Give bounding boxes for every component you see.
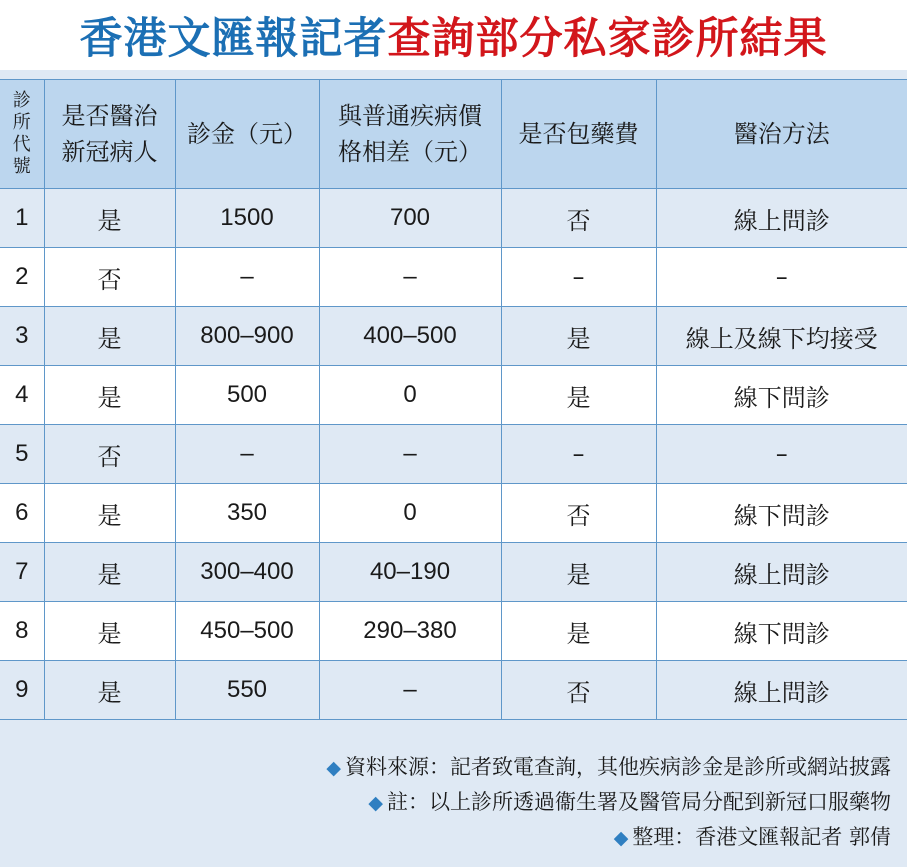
cell-price-diff: – xyxy=(319,248,501,307)
title-part-1: 香港文匯報記者 xyxy=(79,13,388,64)
cell-price-diff: 400–500 xyxy=(319,307,501,366)
cell-clinic-code: 5 xyxy=(0,425,44,484)
cell-clinic-code: 6 xyxy=(0,484,44,543)
cell-clinic-code: 9 xyxy=(0,661,44,720)
table-row xyxy=(0,484,907,543)
diamond-icon: ◆ xyxy=(368,792,383,814)
note-compiled-by: ◆ 整理：香港文匯報記者 郭倩 xyxy=(613,825,891,849)
cell-treatment-method: 線上及線下均接受 xyxy=(656,307,907,366)
cell-clinic-code: 4 xyxy=(0,366,44,425)
note-remark: ◆ 註：以上診所透過衞生署及醫管局分配到新冠口服藥物 xyxy=(368,790,891,814)
cell-covid: 是 xyxy=(44,661,175,720)
cell-medicine-fee: 否 xyxy=(501,189,656,248)
cell-medicine-fee: 是 xyxy=(501,602,656,661)
header-medicine-fee: 是否包藥費 xyxy=(501,80,656,189)
cell-fee: 300–400 xyxy=(175,543,319,602)
cell-price-diff: 700 xyxy=(319,189,501,248)
header-price-diff: 與普通疾病價格相差（元） xyxy=(319,80,501,189)
cell-treatment-method: – xyxy=(656,425,907,484)
table-header-row xyxy=(0,80,907,189)
table-row xyxy=(0,366,907,425)
cell-treatment-method: – xyxy=(656,248,907,307)
cell-price-diff: – xyxy=(319,661,501,720)
cell-medicine-fee: 是 xyxy=(501,307,656,366)
note-source: ◆ 資料來源：記者致電查詢，其他疾病診金是診所或網站披露 xyxy=(326,755,891,779)
cell-medicine-fee: 否 xyxy=(501,661,656,720)
cell-covid: 是 xyxy=(44,189,175,248)
header-fee: 診金（元） xyxy=(175,80,319,189)
page-title xyxy=(0,0,907,70)
cell-fee: 450–500 xyxy=(175,602,319,661)
cell-medicine-fee: 是 xyxy=(501,543,656,602)
cell-price-diff: – xyxy=(319,425,501,484)
cell-treatment-method: 線上問診 xyxy=(656,189,907,248)
cell-clinic-code: 3 xyxy=(0,307,44,366)
cell-price-diff: 0 xyxy=(319,484,501,543)
cell-treatment-method: 線上問診 xyxy=(656,543,907,602)
table-row xyxy=(0,661,907,720)
cell-covid: 否 xyxy=(44,248,175,307)
header-clinic-code: 診所代號 xyxy=(0,80,44,189)
cell-treatment-method: 線下問診 xyxy=(656,484,907,543)
cell-medicine-fee: 否 xyxy=(501,484,656,543)
results-table xyxy=(0,79,907,720)
cell-price-diff: 290–380 xyxy=(319,602,501,661)
cell-covid: 是 xyxy=(44,602,175,661)
cell-fee: – xyxy=(175,425,319,484)
cell-covid: 是 xyxy=(44,307,175,366)
cell-price-diff: 0 xyxy=(319,366,501,425)
diamond-icon: ◆ xyxy=(613,827,629,849)
table-row xyxy=(0,602,907,661)
cell-fee: 1500 xyxy=(175,189,319,248)
title-part-2: 查詢部分私家診所結果 xyxy=(387,13,828,64)
cell-fee: 350 xyxy=(175,484,319,543)
cell-clinic-code: 2 xyxy=(0,248,44,307)
table-row xyxy=(0,543,907,602)
cell-clinic-code: 7 xyxy=(0,543,44,602)
cell-covid: 否 xyxy=(44,425,175,484)
cell-covid: 是 xyxy=(44,543,175,602)
table-row xyxy=(0,189,907,248)
cell-medicine-fee: 是 xyxy=(501,366,656,425)
cell-treatment-method: 線上問診 xyxy=(656,661,907,720)
cell-treatment-method: 線下問診 xyxy=(656,366,907,425)
cell-price-diff: 40–190 xyxy=(319,543,501,602)
table-row xyxy=(0,425,907,484)
cell-treatment-method: 線下問診 xyxy=(656,602,907,661)
cell-fee: 800–900 xyxy=(175,307,319,366)
header-covid: 是否醫治新冠病人 xyxy=(44,80,175,189)
footnotes xyxy=(326,750,891,855)
table-row xyxy=(0,307,907,366)
cell-medicine-fee: – xyxy=(501,248,656,307)
cell-medicine-fee: – xyxy=(501,425,656,484)
cell-fee: 500 xyxy=(175,366,319,425)
diamond-icon: ◆ xyxy=(326,757,341,779)
header-treatment-method: 醫治方法 xyxy=(656,80,907,189)
cell-fee: 550 xyxy=(175,661,319,720)
cell-covid: 是 xyxy=(44,366,175,425)
cell-clinic-code: 8 xyxy=(0,602,44,661)
table-row xyxy=(0,248,907,307)
cell-covid: 是 xyxy=(44,484,175,543)
cell-clinic-code: 1 xyxy=(0,189,44,248)
cell-fee: – xyxy=(175,248,319,307)
